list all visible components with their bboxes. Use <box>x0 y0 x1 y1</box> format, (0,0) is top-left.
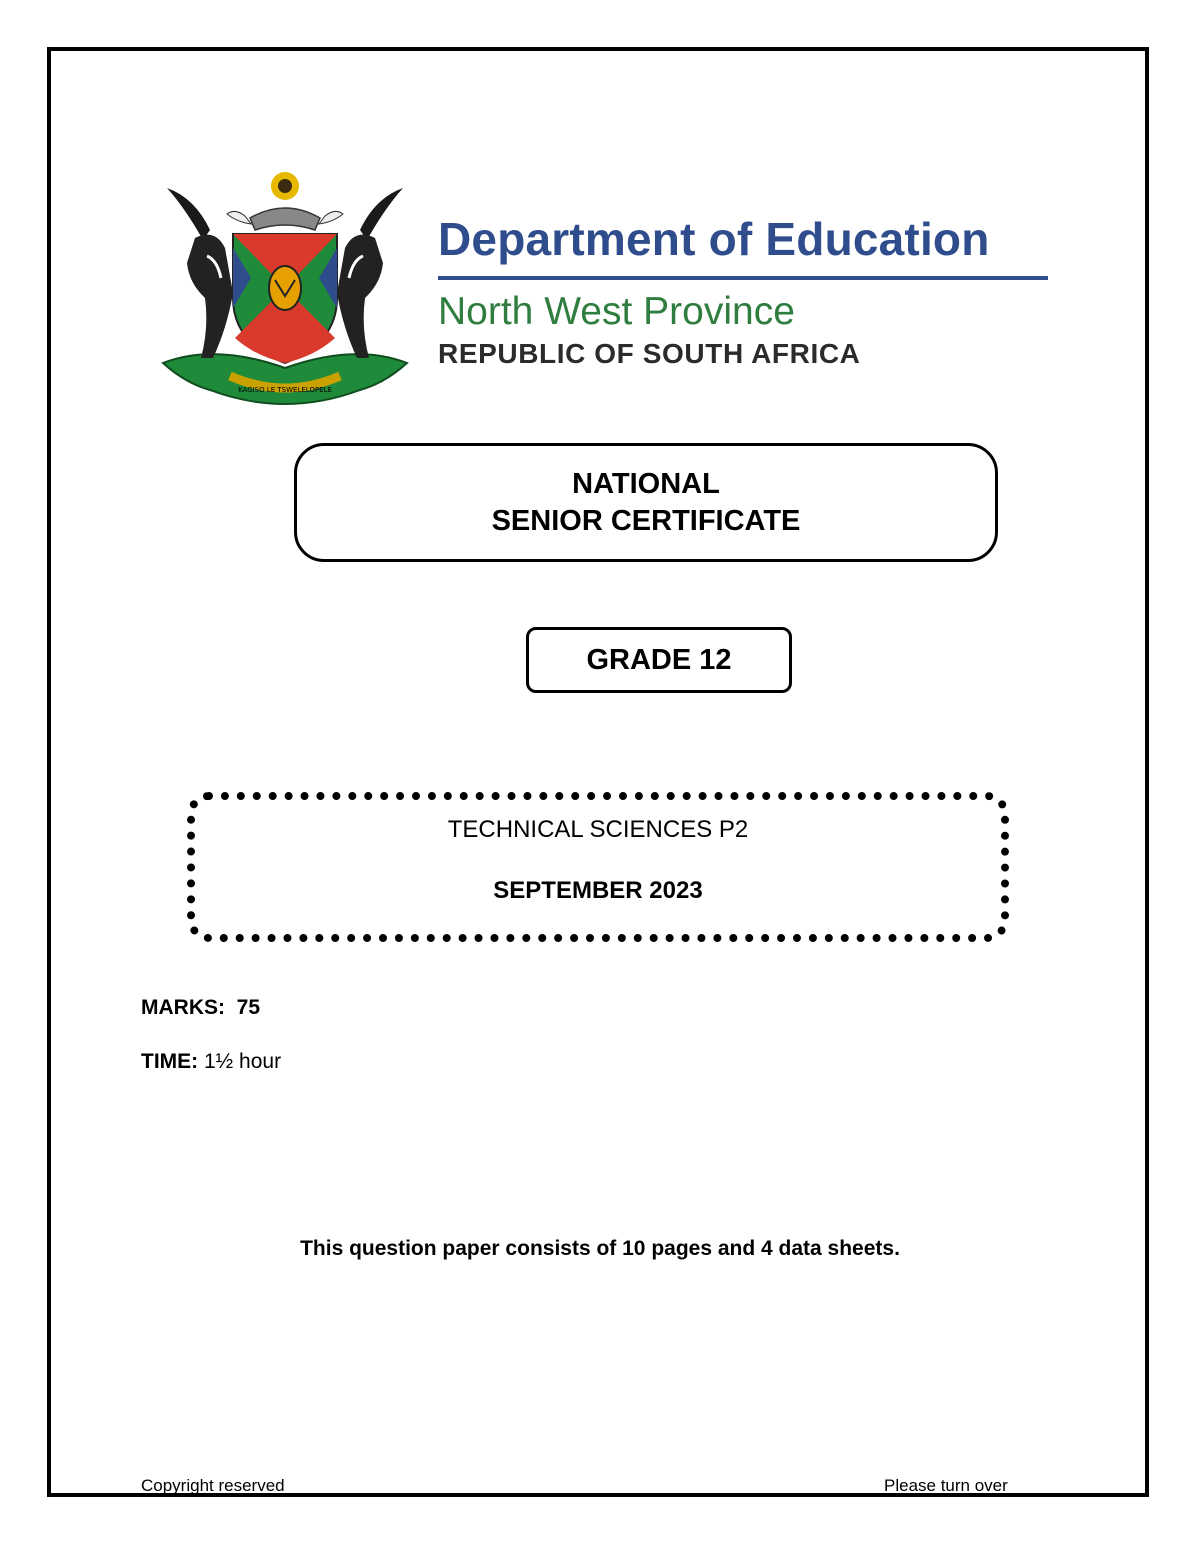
certificate-line-1: NATIONAL <box>572 467 720 500</box>
marks-value: 75 <box>236 996 261 1019</box>
subject-box <box>187 792 1009 942</box>
coat-of-arms-icon <box>155 168 415 413</box>
footer-copyright: Copyright reserved <box>141 1476 285 1495</box>
footer-turn-over: Please turn over <box>884 1476 1008 1495</box>
crest-motto: KAGISO LE TSWELELOPELE <box>238 386 332 394</box>
marks-label: MARKS: <box>141 996 225 1019</box>
department-title: Department of Education <box>438 213 990 265</box>
province-name: North West Province <box>438 290 795 333</box>
time-line <box>141 1050 281 1074</box>
page-count-note: This question paper consists of 10 pages and 4 data sheets. <box>300 1237 900 1260</box>
grade-label: GRADE 12 <box>586 643 732 676</box>
certificate-box <box>294 443 998 562</box>
certificate-line-2: SENIOR CERTIFICATE <box>491 504 801 537</box>
grade-box <box>526 627 792 693</box>
title-divider <box>438 276 1048 280</box>
time-value: 1½ hour <box>204 1050 282 1073</box>
marks-line <box>141 996 260 1020</box>
country-name: REPUBLIC OF SOUTH AFRICA <box>438 338 861 369</box>
exam-session: SEPTEMBER 2023 <box>493 877 703 904</box>
time-label: TIME: <box>141 1050 199 1073</box>
subject-title: TECHNICAL SCIENCES P2 <box>447 816 749 843</box>
